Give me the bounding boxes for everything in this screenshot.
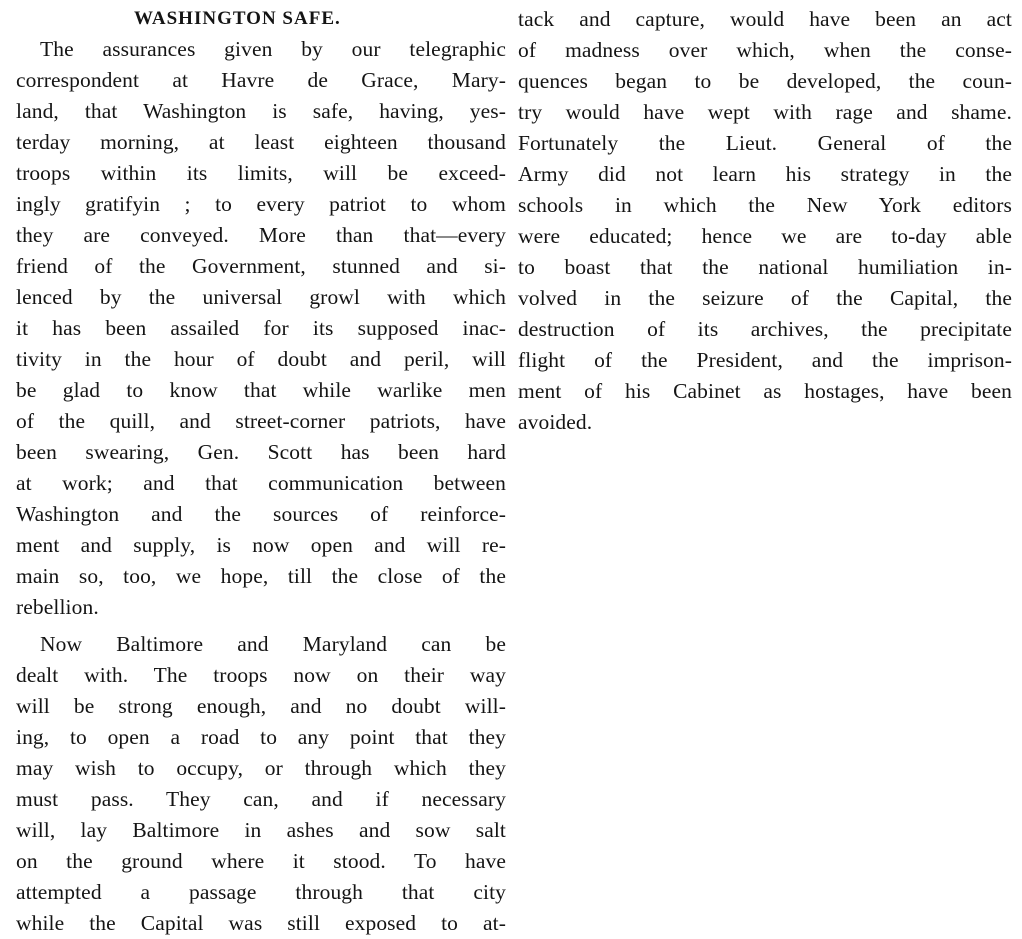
text-line: destruction of its archives, the precipitate [518,317,1012,341]
text-line: volved in the seizure of the Capital, the [518,286,1012,310]
text-line: rebellion. [16,595,99,619]
text-line: of the quill, and street-corner patriots, have [16,409,506,433]
text-line: lenced by the universal growl with which [16,285,506,309]
text-line: been swearing, Gen. Scott has been hard [16,440,506,464]
text-line: ing, to open a road to any point that they [16,725,506,749]
text-line: schools in which the New York editors [518,193,1012,217]
text-line: quences began to be developed, the coun- [518,69,1012,93]
text-line: correspondent at Havre de Grace, Mary- [16,68,506,92]
text-line: Army did not learn his strategy in the [518,162,1012,186]
text-line: ingly gratifyin ; to every patriot to whom [16,192,506,216]
text-line: ment and supply, is now open and will re- [16,533,506,557]
text-line: will be strong enough, and no doubt will- [16,694,506,718]
text-line: may wish to occupy, or through which they [16,756,506,780]
text-line: Now Baltimore and Maryland can be [40,632,506,656]
text-line: be glad to know that while warlike men [16,378,506,402]
text-line: on the ground where it stood. To have [16,849,506,873]
text-line: it has been assailed for its supposed inac- [16,316,506,340]
text-line: they are conveyed. More than that—every [16,223,506,247]
text-line: land, that Washington is safe, having, yes- [16,99,506,123]
text-line: friend of the Government, stunned and si- [16,254,506,278]
text-line: will, lay Baltimore in ashes and sow salt [16,818,506,842]
text-line: Washington and the sources of reinforce- [16,502,506,526]
text-line: main so, too, we hope, till the close of the [16,564,506,588]
text-line: terday morning, at least eighteen thousand [16,130,506,154]
text-line: of madness over which, when the conse- [518,38,1012,62]
text-line: The assurances given by our telegraphic [40,37,506,61]
article-headline: WASHINGTON SAFE. [134,8,341,29]
text-line: must pass. They can, and if necessary [16,787,506,811]
text-line: attempted a passage through that city [16,880,506,904]
text-line: ment of his Cabinet as hostages, have been [518,379,1012,403]
text-line: try would have wept with rage and shame. [518,100,1012,124]
text-line: to boast that the national humiliation in- [518,255,1012,279]
text-line: troops within its limits, will be exceed- [16,161,506,185]
text-line: avoided. [518,410,593,434]
text-line: while the Capital was still exposed to at- [16,911,506,935]
text-line: tack and capture, would have been an act [518,7,1012,31]
text-line: at work; and that communication between [16,471,506,495]
text-line: tivity in the hour of doubt and peril, will [16,347,506,371]
text-line: flight of the President, and the imprison- [518,348,1012,372]
text-line: Fortunately the Lieut. General of the [518,131,1012,155]
text-line: dealt with. The troops now on their way [16,663,506,687]
text-line: were educated; hence we are to-day able [518,224,1012,248]
